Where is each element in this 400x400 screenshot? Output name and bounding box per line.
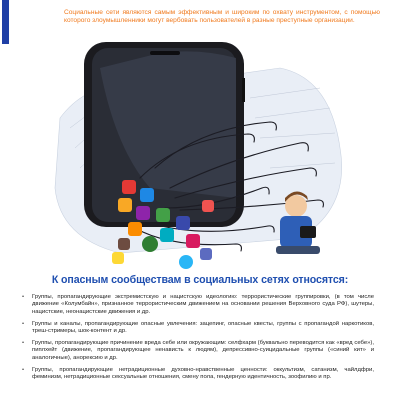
section-heading: К опасным сообществам в социальных сетях относятся:: [51, 274, 349, 286]
list-item: [22, 294, 374, 316]
list-item-text: Группы и каналы, пропагандирующие опасные увлечения: зацепинг, опасные квесты, группы с пропагандой наркотиков, треш-стримеры, шок-контент и др.: [32, 320, 374, 335]
list-item-text: Группы, пропагандирующие экстремистскую и нацистскую идеологию: террористические группировки, (в том числе движение «Колумбайн», признанное террористическим движением на основании решения Верховного суда РФ), шутеры, нацистские, неонацистские движения и др.: [32, 294, 374, 315]
bullet-icon: •: [22, 366, 25, 373]
list-item: [22, 340, 374, 362]
list-item: [22, 321, 374, 336]
list-item: [22, 367, 374, 382]
dangerous-communities-list: [22, 294, 374, 386]
list-item-text: Группы, пропагандирующие нетрадиционные духовно-нравственные ценности: оккультизм, сатанизм, чайлдфри, феминизм, нетрадиционные сексуальные отношения, смену пола, гендерную идентичность, зоофилию и пр.: [32, 366, 374, 381]
intro-text: Социальные сети являются самым эффективным и широким по охвату инструментом, с помощью которого злоумышленники могут вербовать пользователей в разные преступные организации.: [64, 8, 380, 24]
bullet-icon: •: [22, 340, 25, 347]
list-item-text: Группы, пропагандирующие причинение вреда себе или окружающим: селфхарм (буквально переводится как «вред себе»), пиплхейт (движение, пропагандирующее ненависть к людям), депрессивно-суицидальные группы («синий кит» и аналогичные), анорексию и др.: [32, 340, 374, 361]
bullet-icon: •: [22, 320, 25, 327]
smartphone-icon: [84, 42, 245, 227]
bullet-icon: •: [22, 294, 25, 300]
smartphone-social-media-illustration: [0, 38, 400, 270]
